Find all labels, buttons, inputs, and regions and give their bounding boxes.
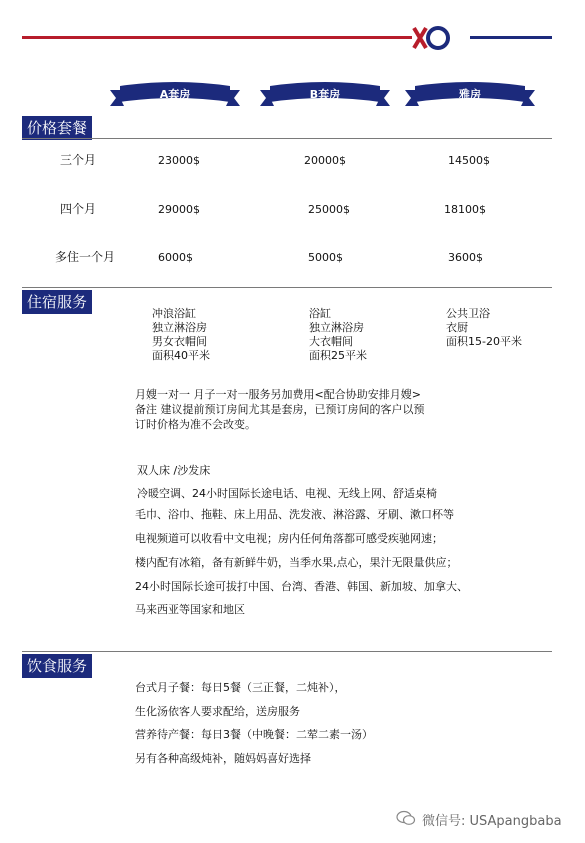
- price-suite-b: 5000$: [308, 251, 343, 264]
- dining-line: 生化汤依客人要求配给，送房服务: [135, 705, 300, 718]
- price-room: 3600$: [448, 251, 483, 264]
- ribbon-standard-room: [405, 80, 535, 114]
- lodging-note: 备注 建议提前预订房间尤其是套房，已预订房间的客户以预: [135, 403, 425, 416]
- amenity-line: 毛巾、浴巾、拖鞋、床上用品、洗发液、淋浴露、牙刷、漱口杯等: [135, 508, 454, 521]
- dining-line: 营养待产餐：每日3餐（中晚餐：二荤二素一汤）: [135, 728, 373, 741]
- price-suite-b: 25000$: [308, 203, 350, 216]
- price-row-label: 三个月: [60, 153, 97, 167]
- lodging-rule: [22, 287, 552, 288]
- header-red-line: [22, 36, 412, 39]
- suite-a-feature: 独立淋浴房: [152, 321, 207, 334]
- price-row-label: 四个月: [60, 202, 97, 216]
- ribbon-label: B套房: [309, 88, 341, 101]
- price-suite-a: 29000$: [158, 203, 200, 216]
- suite-b-feature: 大衣帽间: [309, 335, 353, 348]
- suite-a-feature: 面积40平米: [152, 349, 210, 362]
- price-suite-a: 23000$: [158, 154, 200, 167]
- dining-line: 台式月子餐：每日5餐（三正餐，二炖补），: [135, 681, 346, 694]
- ribbon-label: 雅房: [459, 88, 481, 101]
- dining-section-title: 饮食服务: [22, 654, 92, 678]
- room-feature: 公共卫浴: [446, 307, 490, 320]
- suite-a-feature: 冲浪浴缸: [152, 307, 196, 320]
- room-feature: 面积15-20平米: [446, 335, 522, 348]
- price-suite-b: 20000$: [304, 154, 346, 167]
- price-row-label: 多住一个月: [55, 250, 116, 264]
- ribbon-suite-a: [110, 80, 240, 114]
- suite-a-feature: 男女衣帽间: [152, 335, 207, 348]
- amenity-line: 24小时国际长途可拔打中国、台湾、香港、韩国、新加坡、加拿大、: [135, 580, 468, 593]
- ribbon-suite-b: [260, 80, 390, 114]
- amenity-line: 双人床 /沙发床: [137, 464, 211, 477]
- amenity-line: 楼内配有冰箱，备有新鲜牛奶，当季水果,点心，果汁无限量供应；: [135, 556, 458, 569]
- wechat-icon: [396, 810, 416, 826]
- price-suite-a: 6000$: [158, 251, 193, 264]
- ribbon-label: A套房: [159, 88, 191, 101]
- amenity-line: 冷暖空调、24小时国际长途电话、电视、无线上网、舒适桌椅: [137, 487, 437, 500]
- header-blue-line: [470, 36, 552, 39]
- amenity-line: 马来西亚等国家和地区: [135, 603, 245, 616]
- lodging-section-title: 住宿服务: [22, 290, 92, 314]
- suite-b-feature: 独立淋浴房: [309, 321, 364, 334]
- price-room: 14500$: [448, 154, 490, 167]
- suite-b-feature: 浴缸: [309, 307, 331, 320]
- pricing-rule: [22, 138, 552, 139]
- dining-rule: [22, 651, 552, 652]
- pricing-section-title: 价格套餐: [22, 116, 92, 140]
- amenity-line: 电视频道可以收看中文电视；房内任何角落都可感受疾驰网速；: [135, 532, 443, 545]
- watermark-text: 微信号: USApangbaba: [422, 814, 562, 829]
- lodging-note: 订时价格为准不会改变。: [135, 418, 256, 431]
- logo-icon: [410, 24, 452, 52]
- price-room: 18100$: [444, 203, 486, 216]
- lodging-note: 月嫂一对一 月子一对一服务另加费用<配合协助安排月嫂>: [135, 388, 421, 401]
- suite-b-feature: 面积25平米: [309, 349, 367, 362]
- room-feature: 衣厨: [446, 321, 468, 334]
- dining-line: 另有各种高级炖补，随妈妈喜好选择: [135, 752, 311, 765]
